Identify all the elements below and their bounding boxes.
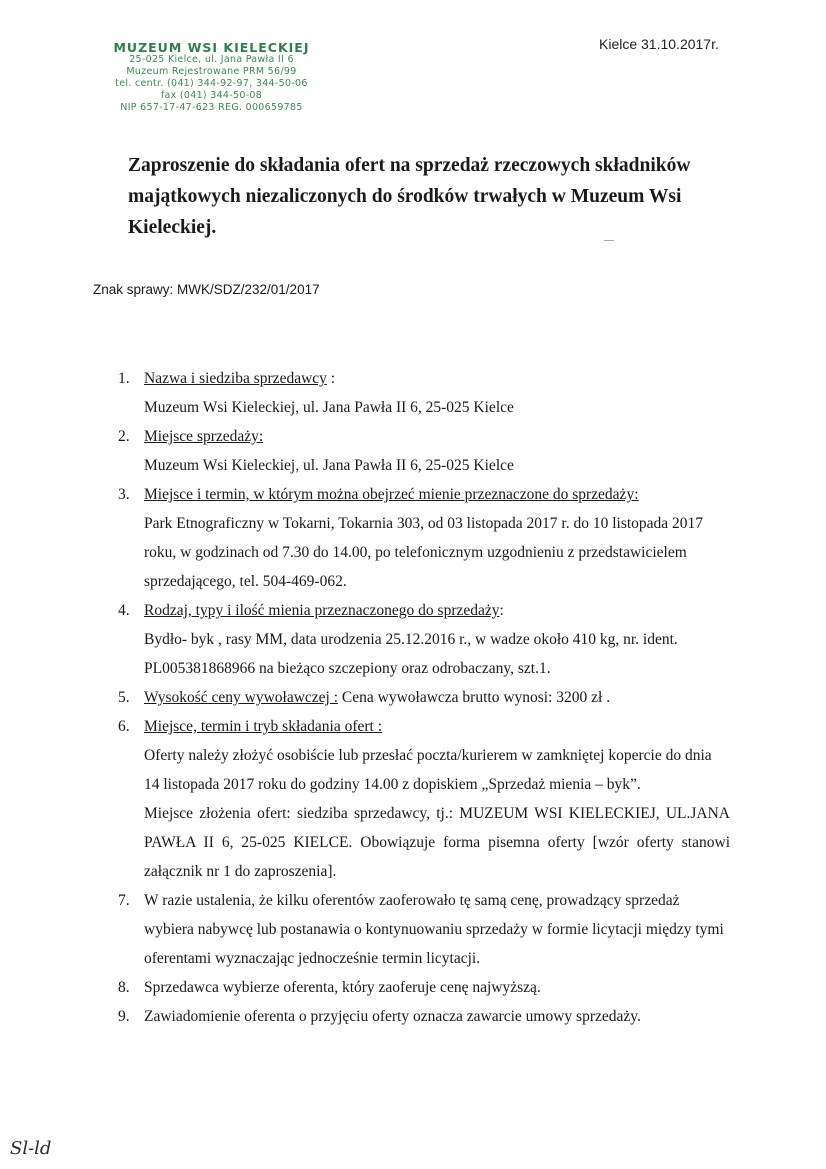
item-body: Miejsce złożenia ofert: siedziba sprzedawcy, tj.: MUZEUM WSI KIELECKIEJ, UL.JANA PAWŁA II 6, 25-025 KIELCE. Obowiązuje forma pisemna oferty [wzór oferty stanowi załącznik nr 1 do zaproszenia].	[144, 805, 730, 880]
item-number: 1.	[118, 370, 130, 387]
item-body: Park Etnograficzny w Tokarni, Tokarnia 303, od 03 listopada 2017 r. do 10 listopada 2017 roku, w godzinach od 7.30 do 14.00, po telefonicznym uzgodnieniu z przedstawicielem sprzedającego, tel. 504-469-062.	[144, 515, 704, 590]
item-heading-suffix: :	[326, 370, 336, 387]
item-number: 5.	[118, 689, 130, 706]
stamp-line: 25-025 Kielce, ul. Jana Pawła II 6	[129, 54, 294, 65]
stamp-line: Muzeum Rejestrowane PRM 56/99	[126, 66, 297, 77]
numbered-list	[110, 364, 730, 1031]
item-number: 4.	[118, 602, 130, 619]
list-item	[110, 364, 730, 422]
item-body: Muzeum Wsi Kieleckiej, ul. Jana Pawła II 6, 25-025 Kielce	[144, 399, 514, 416]
item-number: 6.	[118, 718, 130, 735]
item-text: Sprzedawca wybierze oferenta, który zaoferuje cenę najwyższą.	[144, 979, 541, 996]
item-heading-suffix: Cena wywoławcza brutto wynosi: 3200 zł .	[338, 689, 611, 706]
list-item	[110, 422, 730, 480]
item-body: Muzeum Wsi Kieleckiej, ul. Jana Pawła II 6, 25-025 Kielce	[144, 457, 514, 474]
document-title: Zaproszenie do składania ofert na sprzedaż rzeczowych składników majątkowych niezaliczonych do środków trwałych w Muzeum Wsi Kieleckiej.	[128, 155, 691, 238]
scan-speck	[604, 240, 614, 241]
item-number: 3.	[118, 486, 130, 503]
item-heading: Nazwa i siedziba sprzedawcy	[144, 370, 327, 387]
case-reference: Znak sprawy: MWK/SDZ/232/01/2017	[93, 282, 320, 297]
item-number: 8.	[118, 979, 130, 996]
list-item	[110, 1002, 730, 1031]
stamp-line: NIP 657-17-47-623 REG. 000659785	[120, 102, 303, 113]
item-number: 2.	[118, 428, 130, 445]
item-body: Bydło- byk , rasy MM, data urodzenia 25.12.2016 r., w wadze około 410 kg, nr. ident. PL005381868966 na bieżąco szczepiony oraz odrobaczany, szt.1.	[144, 631, 678, 677]
stamp-line: fax (041) 344-50-08	[160, 90, 263, 101]
handwritten-signature: Sl-ld	[10, 1138, 52, 1159]
list-item	[110, 480, 730, 596]
item-heading-suffix: :	[499, 602, 504, 619]
item-heading: Wysokość ceny wywoławczej :	[144, 689, 339, 706]
list-item	[110, 683, 730, 712]
document-date: Kielce 31.10.2017r.	[599, 36, 719, 52]
item-text: W razie ustalenia, że kilku oferentów zaoferowało tę samą cenę, prowadzący sprzedaż wybiera nabywcę lub postanawia o kontynuowaniu sprzedaży w formie licytacji między tymi oferentami wyznaczając jednocześnie termin licytacji.	[144, 892, 724, 967]
item-number: 7.	[118, 892, 130, 909]
list-item	[110, 712, 730, 886]
stamp-title: MUZEUM WSI KIELECKIEJ	[113, 40, 310, 55]
item-number: 9.	[118, 1008, 130, 1025]
item-text: Zawiadomienie oferenta o przyjęciu oferty oznacza zawarcie umowy sprzedaży.	[144, 1008, 641, 1025]
list-item	[110, 886, 730, 973]
item-heading: Miejsce i termin, w którym można obejrzeć mienie przeznaczone do sprzedaży:	[144, 486, 639, 503]
item-heading: Miejsce sprzedaży:	[144, 428, 264, 445]
item-heading: Rodzaj, typy i ilość mienia przeznaczonego do sprzedaży	[144, 602, 500, 619]
item-body: Oferty należy złożyć osobiście lub przesłać poczta/kurierem w zamkniętej kopercie do dnia 14 listopada 2017 roku do godziny 14.00 z dopiskiem „Sprzedaż mienia – byk”.	[144, 747, 712, 793]
item-heading: Miejsce, termin i tryb składania ofert :	[144, 718, 383, 735]
list-item	[110, 596, 730, 683]
museum-stamp	[104, 42, 319, 114]
list-item	[110, 973, 730, 1002]
stamp-line: tel. centr. (041) 344-92-97, 344-50-06	[115, 78, 308, 89]
